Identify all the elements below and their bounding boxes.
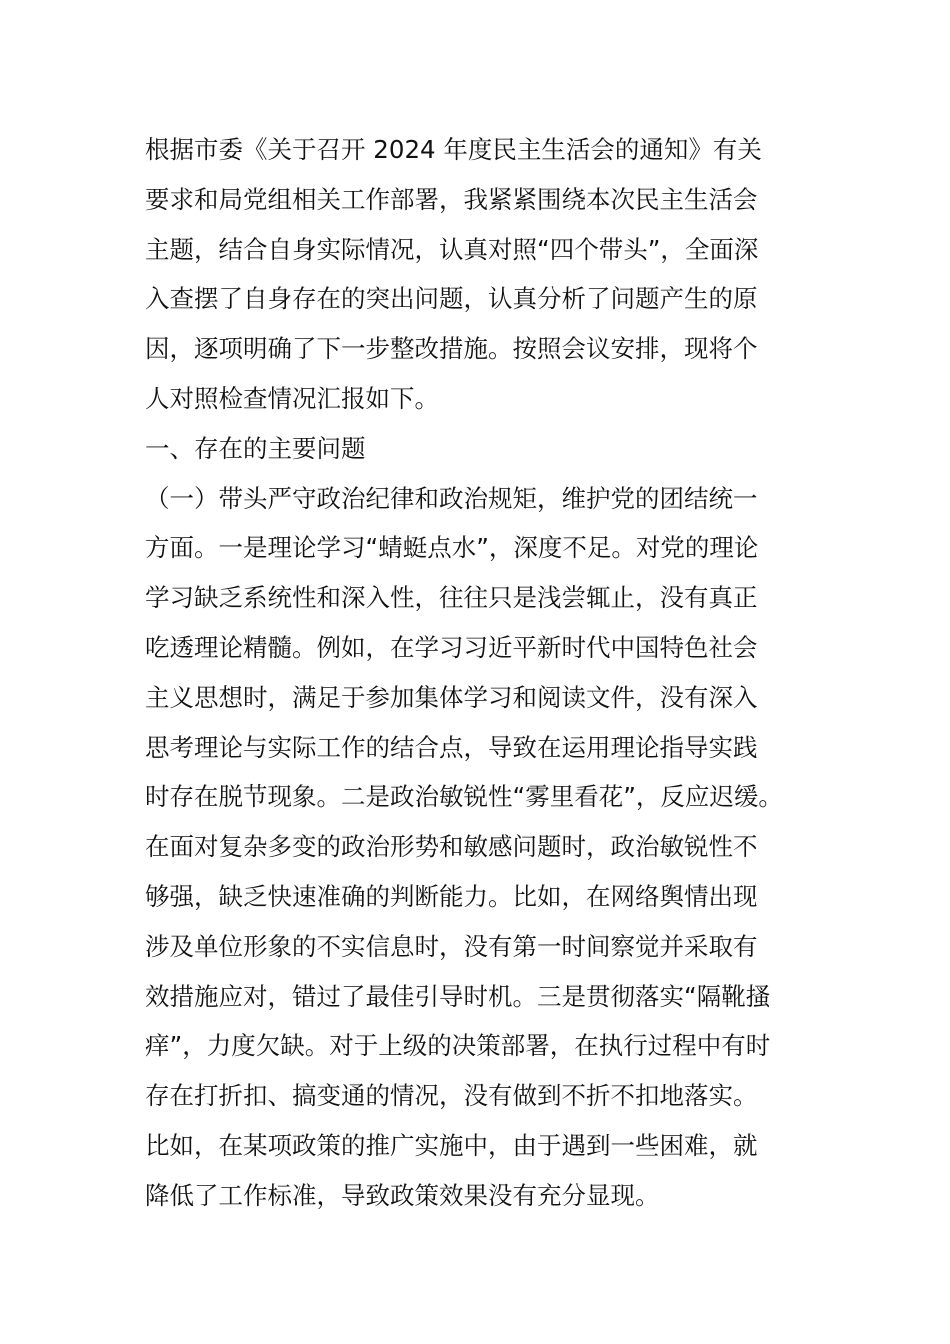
paragraph-line-1: 根据市委《关于召开 2024 年度民主生活会的通知》有关 [145,135,762,164]
subsection-line-15: 降低了工作标准，导致政策效果没有充分显现。 [145,1180,660,1210]
subsection-line-10: 涉及单位形象的不实信息时，没有第一时间察觉并采取有 [145,931,758,961]
subsection-line-5: 主义思想时，满足于参加集体学习和阅读文件，没有深入 [145,682,758,712]
subsection-line-14: 比如，在某项政策的推广实施中，由于遇到一些困难，就 [145,1130,758,1160]
document-body [145,125,815,1221]
subsection-line-1: （一）带头严守政治纪律和政治规矩，维护党的团结统一 [145,483,758,513]
subsection-line-6: 思考理论与实际工作的结合点，导致在运用理论指导实践 [145,732,758,762]
subsection-line-2: 方面。一是理论学习“蜻蜓点水”，深度不足。对党的理论 [145,533,759,563]
paragraph-line-6: 人对照检查情况汇报如下。 [145,383,439,413]
paragraph-line-2: 要求和局党组相关工作部署，我紧紧围绕本次民主生活会 [145,184,758,214]
subsection-line-12: 痒”，力度欠缺。对于上级的决策部署，在执行过程中有时 [145,1031,771,1061]
subsection-line-9: 够强，缺乏快速准确的判断能力。比如，在网络舆情出现 [145,881,758,911]
paragraph-line-5: 因，逐项明确了下一步整改措施。按照会议安排，现将个 [145,334,758,364]
section-heading: 一、存在的主要问题 [145,433,366,463]
subsection-line-11: 效措施应对，错过了最佳引导时机。三是贯彻落实“隔靴搔 [145,981,771,1011]
subsection-line-7: 时存在脱节现象。二是政治敏锐性“雾里看花”，反应迟缓。 [145,782,783,812]
subsection-line-3: 学习缺乏系统性和深入性，往往只是浅尝辄止，没有真正 [145,583,758,613]
subsection-line-8: 在面对复杂多变的政治形势和敏感问题时，政治敏锐性不 [145,832,758,862]
paragraph-line-4: 入查摆了自身存在的突出问题，认真分析了问题产生的原 [145,284,758,314]
paragraph-line-3: 主题，结合自身实际情况，认真对照“四个带头”，全面深 [145,234,759,264]
subsection-line-13: 存在打折扣、搞变通的情况，没有做到不折不扣地落实。 [145,1081,758,1111]
subsection-line-4: 吃透理论精髓。例如，在学习习近平新时代中国特色社会 [145,632,758,662]
